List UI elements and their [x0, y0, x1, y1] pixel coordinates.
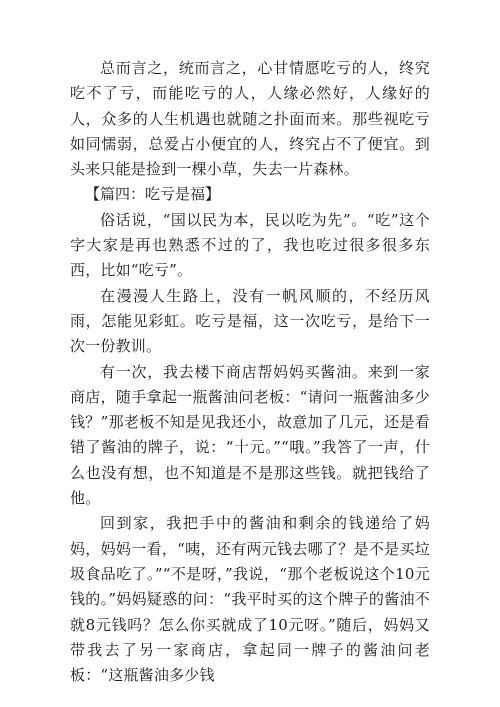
paragraph-3: 在漫漫人生路上，没有一帆风顺的，不经历风雨，怎能见彩虹。吃亏是福，这一次吃亏，是给下一次一份教训。	[70, 286, 430, 356]
paragraph-4: 有一次，我去楼下商店帮妈妈买酱油。来到一家商店，随手拿起一瓶酱油问老板：“请问一瓶酱油多少钱？”那老板不知是见我还小，故意加了几元，还是看错了酱油的牌子，说：“十元。”“哦。”我答了一声，什么也没有想，也不知道是不是那这些钱。就把钱给了他。	[70, 362, 430, 508]
paragraph-2: 俗话说，“国以民为本，民以吃为先”。“吃”这个字大家是再也熟悉不过的了，我也吃过很多很多东西，比如“吃亏”。	[70, 210, 430, 280]
section-heading: 【篇四：吃亏是福】	[85, 185, 221, 204]
paragraph-5: 回到家，我把手中的酱油和剩余的钱递给了妈妈，妈妈一看，“咦，还有两元钱去哪了？是不是买垃圾食品吃了。”“不是呀，”我说，“那个老板说这个10元钱的。”妈妈疑惑的问：“我平时买的这个牌子的酱油不就8元钱吗？怎么你买就成了10元呀。”随后，妈妈又带我去了另一家商店，拿起同一牌子的酱油问老板：“这瓶酱油多少钱	[70, 514, 430, 685]
document-page	[70, 56, 430, 688]
paragraph-1: 总而言之，统而言之，心甘情愿吃亏的人，终究吃不了亏，而能吃亏的人，人缘必然好，人缘好的人，众多的人生机遇也就随之扑面而来。那些视吃亏如同懦弱，总爱占小便宜的人，终究占不了便宜。到头来只能是捡到一棵小草，失去一片森林。	[70, 59, 430, 179]
